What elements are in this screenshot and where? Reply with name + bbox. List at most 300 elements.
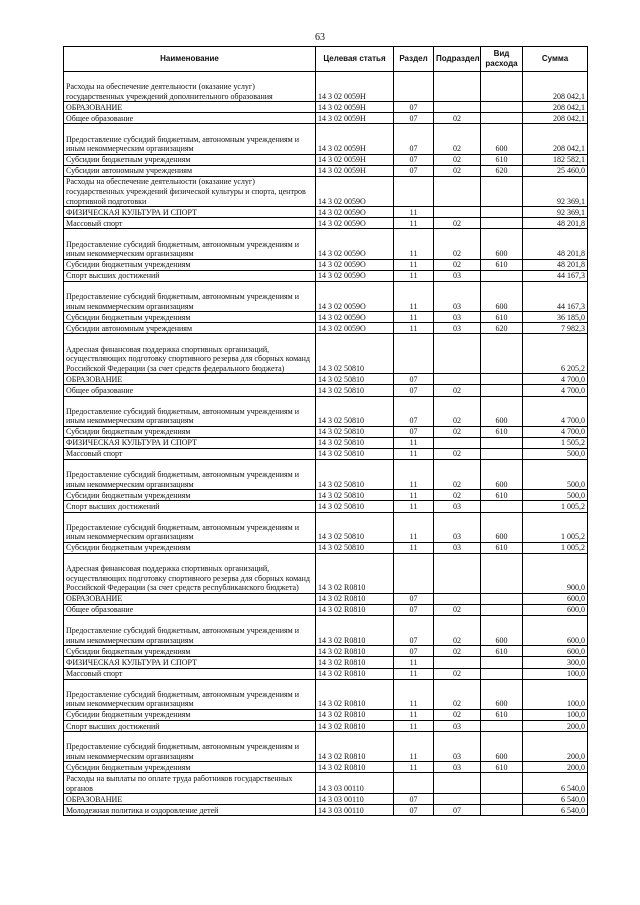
cell-amount: 600,0 (523, 646, 588, 657)
cell-amount: 4 700,0 (523, 396, 588, 426)
cell-target: 14 3 02 0059О (316, 207, 394, 218)
cell-expense-type (481, 657, 523, 668)
cell-expense-type (481, 437, 523, 448)
table-row (64, 102, 588, 113)
cell-section: 07 (394, 113, 434, 124)
table-row (64, 229, 588, 259)
table-row (64, 512, 588, 542)
cell-expense-type: 610 (481, 542, 523, 553)
cell-subsection (434, 657, 481, 668)
cell-amount: 1 005,2 (523, 542, 588, 553)
cell-subsection (434, 593, 481, 604)
cell-amount: 6 205,2 (523, 334, 588, 374)
cell-subsection: 02 (434, 604, 481, 615)
cell-name: ОБРАЗОВАНИЕ (64, 374, 316, 385)
cell-section: 07 (394, 426, 434, 437)
cell-name: Общее образование (64, 385, 316, 396)
header-section: Раздел (394, 47, 434, 72)
cell-section (394, 553, 434, 593)
cell-target: 14 3 02 R0810 (316, 616, 394, 646)
cell-subsection: 02 (434, 426, 481, 437)
cell-amount: 208 042,1 (523, 113, 588, 124)
table-row (64, 490, 588, 501)
cell-subsection: 02 (434, 154, 481, 165)
header-subsection: Подраздел (434, 47, 481, 72)
cell-subsection: 02 (434, 165, 481, 176)
cell-section: 11 (394, 679, 434, 709)
cell-expense-type: 600 (481, 229, 523, 259)
table-row (64, 762, 588, 773)
cell-expense-type (481, 113, 523, 124)
cell-name: Предоставление субсидий бюджетным, автономным учреждениям и иным некоммерческим организациям (64, 512, 316, 542)
table-row (64, 794, 588, 805)
cell-section: 11 (394, 312, 434, 323)
cell-amount: 600,0 (523, 604, 588, 615)
cell-amount: 200,0 (523, 732, 588, 762)
cell-section: 11 (394, 732, 434, 762)
cell-expense-type: 620 (481, 165, 523, 176)
cell-target: 14 3 02 0059Н (316, 102, 394, 113)
cell-section: 11 (394, 668, 434, 679)
cell-name: Предоставление субсидий бюджетным, автономным учреждениям и иным некоммерческим организациям (64, 679, 316, 709)
cell-expense-type (481, 218, 523, 229)
cell-subsection: 02 (434, 668, 481, 679)
cell-amount: 100,0 (523, 668, 588, 679)
cell-subsection (434, 437, 481, 448)
cell-target: 14 3 02 R0810 (316, 646, 394, 657)
cell-section: 07 (394, 646, 434, 657)
cell-amount: 208 042,1 (523, 102, 588, 113)
cell-expense-type (481, 604, 523, 615)
cell-subsection (434, 553, 481, 593)
cell-name: Предоставление субсидий бюджетным, автономным учреждениям и иным некоммерческим организациям (64, 396, 316, 426)
table-row (64, 501, 588, 512)
cell-name: Предоставление субсидий бюджетным, автономным учреждениям и иным некоммерческим организациям (64, 616, 316, 646)
cell-name: Расходы на обеспечение деятельности (оказание услуг) государственных учреждений дополнительного образования (64, 72, 316, 102)
cell-amount: 6 540,0 (523, 794, 588, 805)
table-row (64, 426, 588, 437)
cell-section: 07 (394, 374, 434, 385)
cell-subsection: 03 (434, 721, 481, 732)
table-row (64, 72, 588, 102)
cell-expense-type (481, 72, 523, 102)
cell-expense-type: 610 (481, 762, 523, 773)
cell-name: Предоставление субсидий бюджетным, автономным учреждениям и иным некоммерческим организациям (64, 281, 316, 311)
cell-target: 14 3 02 0059Н (316, 154, 394, 165)
cell-subsection (434, 102, 481, 113)
cell-section (394, 334, 434, 374)
cell-subsection: 02 (434, 646, 481, 657)
cell-expense-type (481, 501, 523, 512)
cell-section: 07 (394, 124, 434, 154)
table-row (64, 385, 588, 396)
cell-amount: 4 700,0 (523, 426, 588, 437)
cell-name: Субсидии бюджетным учреждениям (64, 426, 316, 437)
cell-target: 14 3 02 50810 (316, 512, 394, 542)
cell-subsection: 02 (434, 448, 481, 459)
cell-name: Адресная финансовая поддержка спортивных организаций, осуществляющих подготовку спортивного резерва для сборных команд Российской Федерации (за счет средств республиканского бюджета) (64, 553, 316, 593)
cell-name: ОБРАЗОВАНИЕ (64, 593, 316, 604)
cell-amount: 4 700,0 (523, 374, 588, 385)
cell-section: 07 (394, 616, 434, 646)
table-row (64, 542, 588, 553)
cell-target: 14 3 02 50810 (316, 396, 394, 426)
cell-name: Спорт высших достижений (64, 721, 316, 732)
cell-subsection: 02 (434, 229, 481, 259)
cell-section (394, 72, 434, 102)
cell-section: 07 (394, 102, 434, 113)
cell-subsection: 02 (434, 709, 481, 720)
cell-target: 14 3 02 50810 (316, 426, 394, 437)
cell-subsection: 02 (434, 460, 481, 490)
cell-section: 07 (394, 396, 434, 426)
cell-amount: 48 201,8 (523, 259, 588, 270)
cell-name: Субсидии бюджетным учреждениям (64, 762, 316, 773)
cell-name: Субсидии бюджетным учреждениям (64, 542, 316, 553)
cell-name: Спорт высших достижений (64, 270, 316, 281)
header-target: Целевая статья (316, 47, 394, 72)
cell-target: 14 3 02 50810 (316, 334, 394, 374)
cell-target: 14 3 02 0059О (316, 312, 394, 323)
cell-subsection (434, 176, 481, 206)
cell-amount: 25 460,0 (523, 165, 588, 176)
table-row (64, 460, 588, 490)
cell-name: Массовый спорт (64, 218, 316, 229)
cell-amount: 300,0 (523, 657, 588, 668)
cell-section: 11 (394, 448, 434, 459)
table-row (64, 679, 588, 709)
cell-target: 14 3 02 R0810 (316, 668, 394, 679)
cell-subsection: 02 (434, 218, 481, 229)
table-row (64, 165, 588, 176)
header-name: Наименование (64, 47, 316, 72)
cell-amount: 1 505,2 (523, 437, 588, 448)
cell-subsection: 02 (434, 385, 481, 396)
budget-table (63, 46, 588, 816)
cell-expense-type (481, 668, 523, 679)
cell-subsection (434, 773, 481, 794)
cell-subsection (434, 794, 481, 805)
cell-name: Массовый спорт (64, 668, 316, 679)
cell-target: 14 3 02 0059Н (316, 72, 394, 102)
cell-section: 11 (394, 207, 434, 218)
cell-section: 07 (394, 593, 434, 604)
cell-section: 11 (394, 512, 434, 542)
cell-amount: 600,0 (523, 616, 588, 646)
cell-expense-type (481, 553, 523, 593)
table-row (64, 448, 588, 459)
cell-section: 07 (394, 165, 434, 176)
table-row (64, 396, 588, 426)
cell-expense-type: 600 (481, 396, 523, 426)
cell-target: 14 3 02 50810 (316, 460, 394, 490)
cell-name: Субсидии автономным учреждениям (64, 323, 316, 334)
cell-subsection: 07 (434, 805, 481, 816)
cell-amount: 200,0 (523, 762, 588, 773)
cell-name: Предоставление субсидий бюджетным, автономным учреждениям и иным некоммерческим организациям (64, 732, 316, 762)
cell-target: 14 3 02 0059Н (316, 124, 394, 154)
cell-amount: 1 005,2 (523, 501, 588, 512)
table-row (64, 805, 588, 816)
table-row (64, 281, 588, 311)
cell-expense-type: 600 (481, 460, 523, 490)
cell-expense-type: 610 (481, 259, 523, 270)
table-row (64, 709, 588, 720)
cell-expense-type: 600 (481, 124, 523, 154)
cell-subsection: 02 (434, 124, 481, 154)
cell-name: Предоставление субсидий бюджетным, автономным учреждениям и иным некоммерческим организациям (64, 124, 316, 154)
cell-amount: 200,0 (523, 721, 588, 732)
cell-section: 11 (394, 259, 434, 270)
table-row (64, 334, 588, 374)
table-row (64, 593, 588, 604)
cell-name: Предоставление субсидий бюджетным, автономным учреждениям и иным некоммерческим организациям (64, 460, 316, 490)
cell-target: 14 3 02 50810 (316, 448, 394, 459)
cell-target: 14 3 02 0059О (316, 176, 394, 206)
cell-expense-type (481, 270, 523, 281)
cell-amount: 6 540,0 (523, 773, 588, 794)
cell-amount: 48 201,8 (523, 218, 588, 229)
cell-amount: 44 167,3 (523, 281, 588, 311)
cell-amount: 100,0 (523, 709, 588, 720)
cell-name: Субсидии бюджетным учреждениям (64, 312, 316, 323)
cell-amount: 92 369,1 (523, 176, 588, 206)
cell-name: Расходы на обеспечение деятельности (оказание услуг) государственных учреждений физической культуры и спорта, центров спортивной подготовки (64, 176, 316, 206)
cell-target: 14 3 02 R0810 (316, 762, 394, 773)
cell-subsection: 02 (434, 679, 481, 709)
cell-name: Массовый спорт (64, 448, 316, 459)
cell-amount: 4 700,0 (523, 385, 588, 396)
cell-expense-type: 600 (481, 732, 523, 762)
cell-expense-type: 600 (481, 679, 523, 709)
cell-expense-type: 600 (481, 512, 523, 542)
header-amount: Сумма (523, 47, 588, 72)
cell-amount: 6 540,0 (523, 805, 588, 816)
cell-target: 14 3 02 50810 (316, 437, 394, 448)
cell-section: 11 (394, 762, 434, 773)
cell-target: 14 3 02 50810 (316, 490, 394, 501)
cell-section: 07 (394, 794, 434, 805)
table-row (64, 374, 588, 385)
cell-target: 14 3 02 R0810 (316, 709, 394, 720)
cell-subsection: 02 (434, 259, 481, 270)
cell-name: Расходы на выплаты по оплате труда работников государственных органов (64, 773, 316, 794)
cell-amount: 1 005,2 (523, 512, 588, 542)
cell-expense-type (481, 593, 523, 604)
table-row (64, 437, 588, 448)
cell-amount: 7 982,3 (523, 323, 588, 334)
table-row (64, 773, 588, 794)
cell-subsection: 02 (434, 616, 481, 646)
table-row (64, 668, 588, 679)
cell-name: Спорт высших достижений (64, 501, 316, 512)
cell-subsection: 03 (434, 323, 481, 334)
cell-expense-type: 600 (481, 281, 523, 311)
cell-target: 14 3 02 0059О (316, 323, 394, 334)
cell-amount: 600,0 (523, 593, 588, 604)
cell-amount: 92 369,1 (523, 207, 588, 218)
cell-name: Предоставление субсидий бюджетным, автономным учреждениям и иным некоммерческим организациям (64, 229, 316, 259)
cell-section: 11 (394, 218, 434, 229)
cell-expense-type: 610 (481, 154, 523, 165)
cell-subsection: 03 (434, 501, 481, 512)
cell-name: Субсидии бюджетным учреждениям (64, 490, 316, 501)
cell-section: 11 (394, 657, 434, 668)
cell-name: Молодежная политика и оздоровление детей (64, 805, 316, 816)
cell-expense-type (481, 385, 523, 396)
cell-section: 07 (394, 805, 434, 816)
cell-expense-type: 600 (481, 616, 523, 646)
cell-target: 14 3 02 50810 (316, 374, 394, 385)
cell-name: Субсидии бюджетным учреждениям (64, 154, 316, 165)
cell-target: 14 3 03 00110 (316, 794, 394, 805)
cell-subsection: 03 (434, 312, 481, 323)
cell-target: 14 3 02 50810 (316, 501, 394, 512)
cell-section: 11 (394, 270, 434, 281)
cell-amount: 44 167,3 (523, 270, 588, 281)
page-number: 63 (315, 32, 325, 43)
cell-section: 11 (394, 501, 434, 512)
table-row (64, 176, 588, 206)
cell-target: 14 3 02 0059О (316, 218, 394, 229)
cell-target: 14 3 02 0059О (316, 259, 394, 270)
cell-name: ФИЗИЧЕСКАЯ КУЛЬТУРА И СПОРТ (64, 437, 316, 448)
cell-expense-type (481, 102, 523, 113)
table-body (64, 72, 588, 816)
cell-subsection: 03 (434, 281, 481, 311)
table-row (64, 124, 588, 154)
table-row (64, 113, 588, 124)
table-row (64, 207, 588, 218)
header-row (64, 47, 588, 72)
cell-name: ОБРАЗОВАНИЕ (64, 102, 316, 113)
table-row (64, 657, 588, 668)
cell-target: 14 3 02 R0810 (316, 604, 394, 615)
cell-subsection (434, 334, 481, 374)
cell-section: 07 (394, 154, 434, 165)
cell-section: 11 (394, 709, 434, 720)
table-row (64, 323, 588, 334)
cell-expense-type (481, 334, 523, 374)
cell-section: 11 (394, 437, 434, 448)
cell-target: 14 3 03 00110 (316, 805, 394, 816)
cell-expense-type (481, 207, 523, 218)
cell-target: 14 3 02 R0810 (316, 657, 394, 668)
cell-name: Субсидии бюджетным учреждениям (64, 259, 316, 270)
cell-subsection: 02 (434, 490, 481, 501)
table-row (64, 732, 588, 762)
cell-section (394, 176, 434, 206)
cell-target: 14 3 02 50810 (316, 542, 394, 553)
cell-section (394, 773, 434, 794)
cell-name: ФИЗИЧЕСКАЯ КУЛЬТУРА И СПОРТ (64, 657, 316, 668)
cell-subsection: 03 (434, 762, 481, 773)
cell-target: 14 3 02 R0810 (316, 553, 394, 593)
table-row (64, 154, 588, 165)
cell-amount: 182 582,1 (523, 154, 588, 165)
cell-subsection: 02 (434, 396, 481, 426)
cell-name: Общее образование (64, 113, 316, 124)
cell-amount: 900,0 (523, 553, 588, 593)
cell-expense-type (481, 773, 523, 794)
cell-amount: 208 042,1 (523, 124, 588, 154)
cell-subsection: 03 (434, 270, 481, 281)
cell-target: 14 3 02 R0810 (316, 721, 394, 732)
cell-section: 11 (394, 323, 434, 334)
table-row (64, 553, 588, 593)
cell-expense-type: 610 (481, 426, 523, 437)
cell-target: 14 3 03 00110 (316, 773, 394, 794)
table-row (64, 646, 588, 657)
cell-subsection: 03 (434, 512, 481, 542)
cell-expense-type: 610 (481, 709, 523, 720)
cell-expense-type: 610 (481, 646, 523, 657)
cell-expense-type (481, 176, 523, 206)
cell-section: 07 (394, 604, 434, 615)
cell-subsection: 03 (434, 542, 481, 553)
table-row (64, 312, 588, 323)
table-row (64, 721, 588, 732)
table-row (64, 270, 588, 281)
cell-target: 14 3 02 50810 (316, 385, 394, 396)
table-row (64, 616, 588, 646)
cell-subsection (434, 72, 481, 102)
cell-expense-type (481, 794, 523, 805)
cell-target: 14 3 02 0059Н (316, 165, 394, 176)
cell-amount: 100,0 (523, 679, 588, 709)
cell-expense-type: 610 (481, 490, 523, 501)
cell-name: Общее образование (64, 604, 316, 615)
cell-target: 14 3 02 0059Н (316, 113, 394, 124)
cell-subsection (434, 374, 481, 385)
table-row (64, 604, 588, 615)
cell-name: Субсидии бюджетным учреждениям (64, 646, 316, 657)
cell-expense-type: 620 (481, 323, 523, 334)
cell-section: 11 (394, 281, 434, 311)
cell-amount: 500,0 (523, 460, 588, 490)
cell-target: 14 3 02 R0810 (316, 593, 394, 604)
cell-section: 07 (394, 385, 434, 396)
cell-target: 14 3 02 R0810 (316, 732, 394, 762)
table-row (64, 259, 588, 270)
table-header (64, 47, 588, 72)
cell-subsection: 02 (434, 113, 481, 124)
cell-subsection (434, 207, 481, 218)
cell-expense-type (481, 448, 523, 459)
cell-name: ОБРАЗОВАНИЕ (64, 794, 316, 805)
cell-section: 11 (394, 490, 434, 501)
cell-target: 14 3 02 R0810 (316, 679, 394, 709)
cell-section: 11 (394, 721, 434, 732)
cell-subsection: 03 (434, 732, 481, 762)
cell-name: Адресная финансовая поддержка спортивных организаций, осуществляющих подготовку спортивного резерва для сборных команд Российской Федерации (за счет средств федерального бюджета) (64, 334, 316, 374)
cell-target: 14 3 02 0059О (316, 229, 394, 259)
cell-section: 11 (394, 542, 434, 553)
cell-expense-type (481, 805, 523, 816)
cell-name: Субсидии бюджетным учреждениям (64, 709, 316, 720)
cell-amount: 36 185,0 (523, 312, 588, 323)
cell-expense-type: 610 (481, 312, 523, 323)
cell-section: 11 (394, 460, 434, 490)
cell-amount: 500,0 (523, 490, 588, 501)
cell-section: 11 (394, 229, 434, 259)
cell-name: ФИЗИЧЕСКАЯ КУЛЬТУРА И СПОРТ (64, 207, 316, 218)
cell-expense-type (481, 721, 523, 732)
cell-amount: 500,0 (523, 448, 588, 459)
cell-amount: 48 201,8 (523, 229, 588, 259)
table-row (64, 218, 588, 229)
cell-expense-type (481, 374, 523, 385)
